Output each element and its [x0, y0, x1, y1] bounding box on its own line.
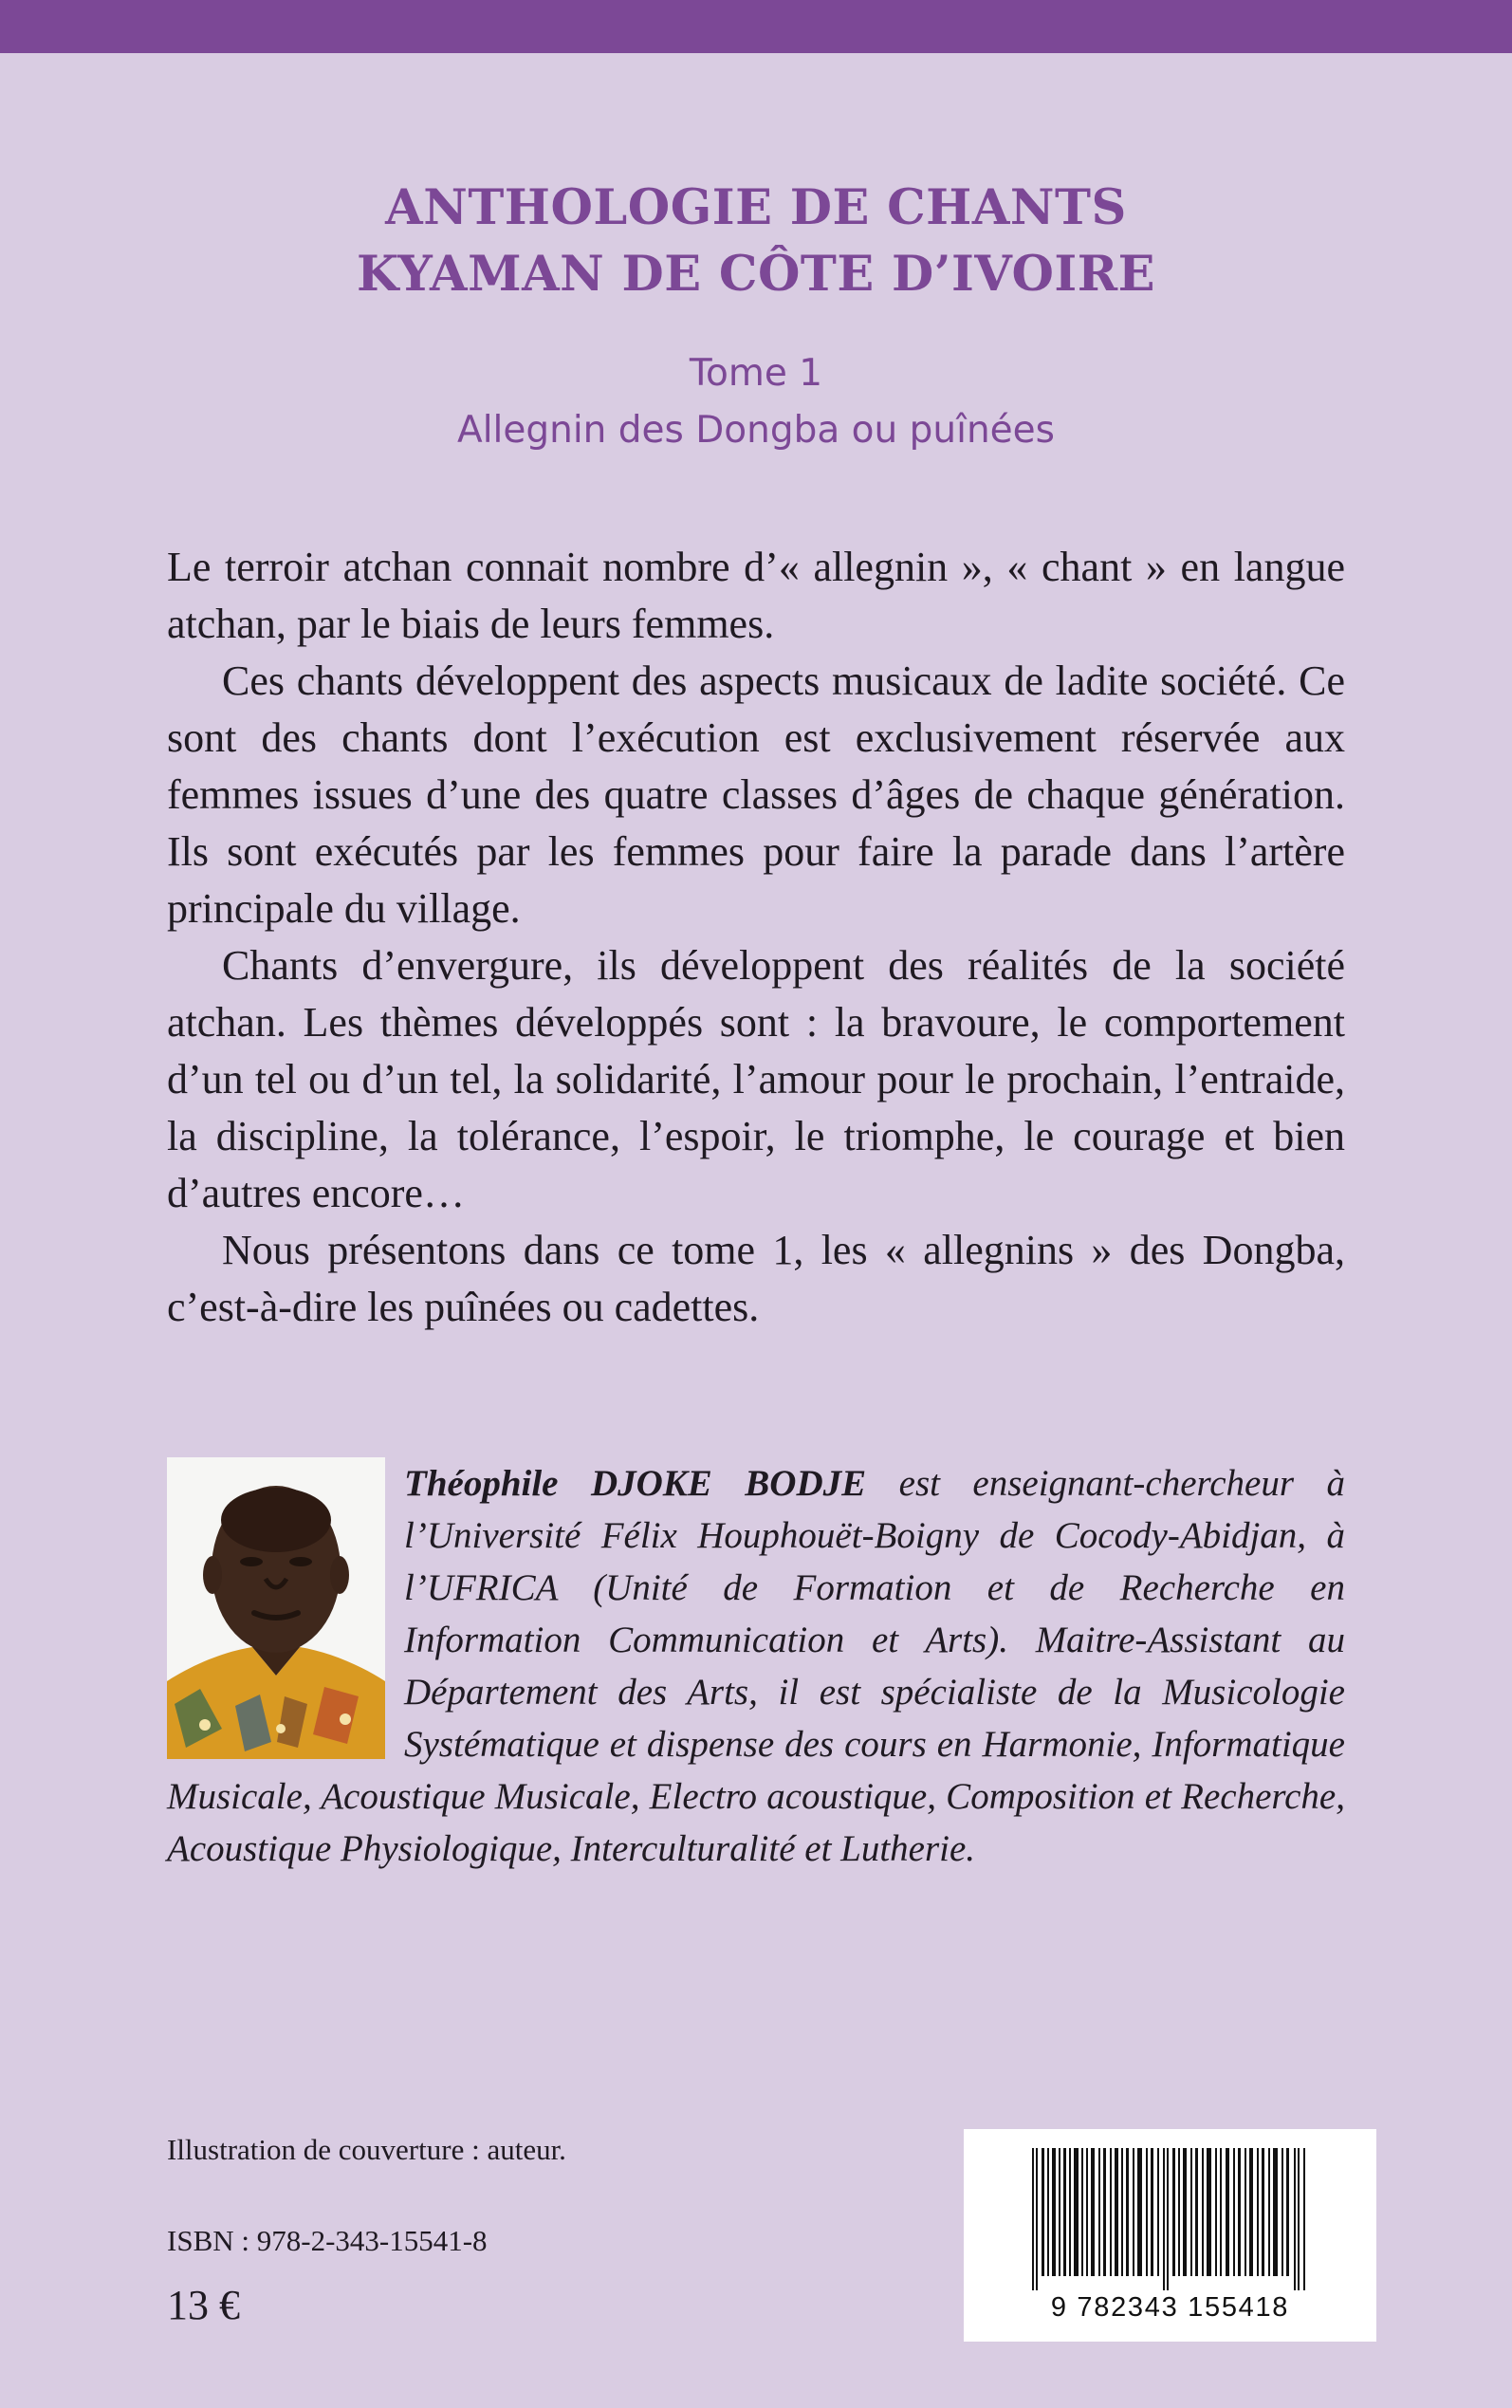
isbn-label: ISBN : 978-2-343-15541-8 [167, 2224, 488, 2257]
author-bio-text: est enseignant-chercheur à l’Université Félix Houphouët-Boigny de Cocody-Abidjan, à l’UFRICA (Unité de Formation et de Recherche en Information Communication et Arts). Maitre-Assistant au Département des Arts, il est spécialiste de la Musicologie Systématique et dispense des cours en Harmonie, Informatique Musicale, Acoustique Musicale, Electro acoustique, Composition et Recherche, Acoustique Physiologique, Interculturalité et Lutherie. [167, 1463, 1345, 1869]
author-name: Théophile DJOKE BODJE [404, 1463, 867, 1504]
top-color-band [0, 0, 1512, 53]
book-title-line-2: KYAMAN DE CÔTE D’IVOIRE [356, 246, 1156, 303]
book-title [0, 175, 1512, 307]
title-block [0, 175, 1512, 459]
book-title-line-1: ANTHOLOGIE DE CHANTS [385, 179, 1127, 236]
author-section [167, 1457, 1345, 1875]
illustration-credit: Illustration de couverture : auteur. [167, 2133, 566, 2166]
volume-label: Tome 1 [689, 352, 823, 395]
barcode-icon [1032, 2148, 1309, 2290]
description-paragraph: Chants d’envergure, ils développent des réalités de la société atchan. Les thèmes développés sont : la bravoure, le comportement d’un tel ou d’un tel, la solidarité, l’amour pour le prochain, l’entraide, la discipline, la tolérance, l’espoir, le triomphe, le courage et bien d’autres encore… [167, 942, 1345, 1216]
price-label: 13 € [167, 2282, 240, 2328]
author-portrait [167, 1457, 385, 1759]
description-paragraph: Nous présentons dans ce tome 1, les « allegnins » des Dongba, c’est-à-dire les puînées ou cadettes. [167, 1227, 1345, 1330]
barcode-number: 9 782343 155418 [1050, 2292, 1290, 2323]
subtitle-block [0, 345, 1512, 459]
barcode-panel [964, 2129, 1376, 2342]
description-paragraph: Ces chants développent des aspects musicaux de ladite société. Ce sont des chants dont l’exécution est exclusivement réservée aux femmes issues d’une des quatre classes d’âges de chaque génération. Ils sont exécutés par les femmes pour faire la parade dans l’artère principale du village. [167, 658, 1345, 932]
description-paragraph: Le terroir atchan connait nombre d’« allegnin », « chant » en langue atchan, par le biais de leurs femmes. [167, 544, 1345, 647]
book-subtitle: Allegnin des Dongba ou puînées [457, 409, 1055, 452]
book-description [167, 539, 1345, 1336]
